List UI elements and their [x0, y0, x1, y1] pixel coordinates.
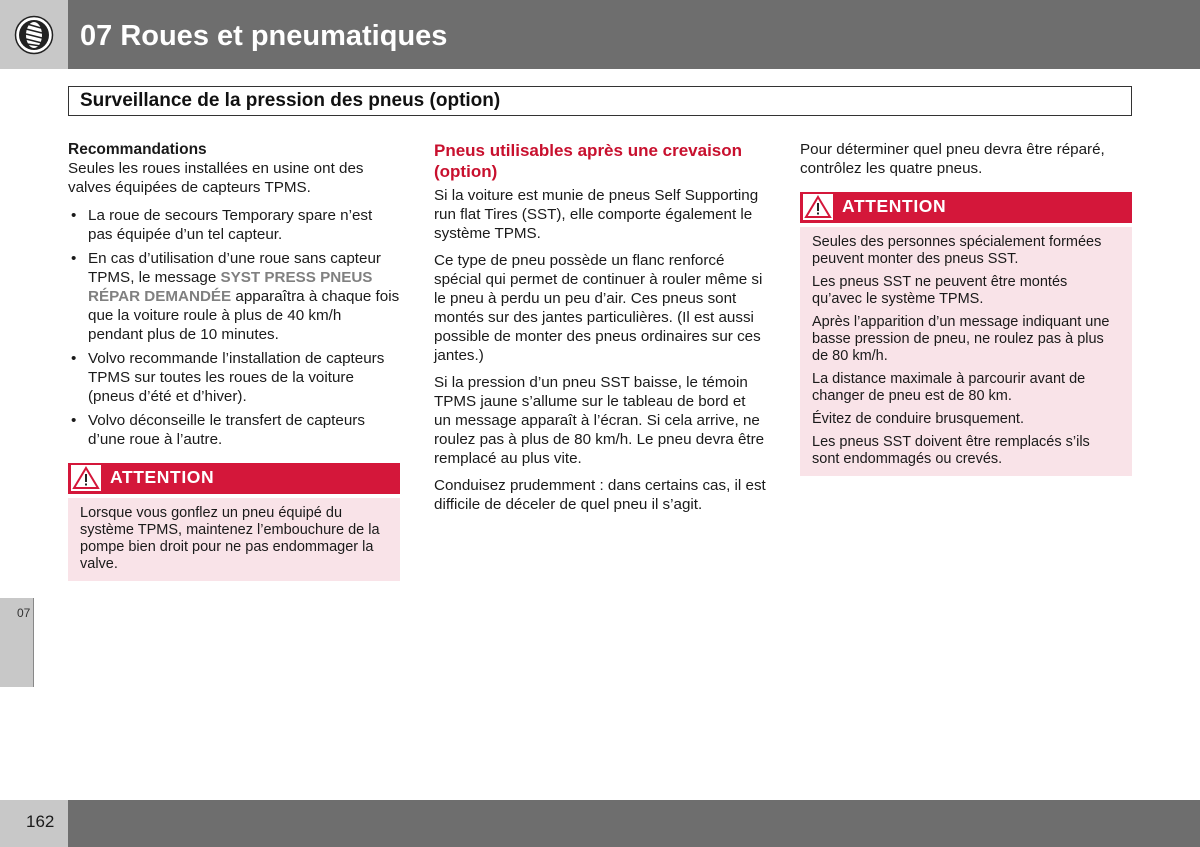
list-item: • Volvo déconseille le transfert de capteurs d’une roue à l’autre. — [68, 411, 400, 449]
attention-label: ATTENTION — [110, 467, 215, 487]
attention-item: Les pneus SST doivent être remplacés s’ils sont endommagés ou crevés. — [812, 434, 1090, 467]
list-item-text: En cas d’utilisation d’une roue sans capteur TPMS, le message — [88, 250, 381, 286]
paragraph: Si la voiture est munie de pneus Self Supporting run flat Tires (SST), elle comporte également le système TPMS. — [434, 187, 759, 242]
paragraph: Ce type de pneu possède un flanc renforcé spécial qui permet de continuer à rouler même si le pneu à perdu un peu d’air. Ces pneus sont montés sur des jantes particulières. (Il est aussi possible de monter des pneus ordinaires sur ces jantes.) — [434, 252, 763, 364]
column-3 — [800, 140, 1132, 476]
attention-box — [68, 463, 400, 581]
paragraph: Conduisez prudemment : dans certains cas, il est difficile de déceler de quel pneu il s’agit. — [434, 477, 766, 513]
attention-item: Évitez de conduire brusquement. — [812, 411, 1024, 427]
recommendations-list — [68, 206, 400, 449]
warning-triangle-icon — [71, 465, 101, 491]
recommendations-heading: Recommandations — [68, 141, 207, 158]
list-item: • Volvo recommande l’installation de capteurs TPMS sur toutes les roues de la voiture (pneus d’été et d’hiver). — [68, 349, 400, 406]
display-message: SYST PRESS PNEUS RÉPAR DEMANDÉE — [88, 269, 373, 305]
list-item — [68, 249, 400, 344]
section-title: Surveillance de la pression des pneus (option) — [80, 90, 501, 111]
paragraph: Pour déterminer quel pneu devra être réparé, contrôlez les quatre pneus. — [800, 141, 1105, 177]
paragraph: Si la pression d’un pneu SST baisse, le témoin TPMS jaune s’allume sur le tableau de bord et un message apparaît à l’écran. Si cela arrive, ne roulez pas à plus de 80 km/h. Le pneu devra être remplacé au plus vite. — [434, 374, 765, 467]
footer-bar — [68, 800, 1200, 847]
warning-triangle-icon — [803, 194, 833, 220]
section-title-box — [68, 86, 1132, 116]
recommendations-intro: Seules les roues installées en usine ont des valves équipées de capteurs TPMS. — [68, 160, 364, 196]
run-flat-heading: Pneus utilisables après une crevaison (option) — [434, 141, 743, 181]
attention-body — [68, 494, 400, 581]
page-number: 162 — [26, 812, 55, 831]
tire-icon — [14, 15, 54, 55]
attention-body — [800, 223, 1132, 476]
attention-header — [68, 463, 400, 494]
attention-header — [800, 192, 1132, 223]
attention-item: Les pneus SST ne peuvent être montés qu’avec le système TPMS. — [812, 274, 1068, 307]
column-1 — [68, 140, 400, 581]
attention-text: Lorsque vous gonflez un pneu équipé du système TPMS, maintenez l’embouchure de la pompe bien droit pour ne pas endommager la valve. — [80, 505, 380, 572]
list-item-text: apparaîtra à chaque fois que la voiture roule à plus de 40 km/h pendant plus de 10 minutes. — [88, 288, 400, 343]
chapter-side-tab — [0, 598, 34, 687]
column-2 — [434, 140, 766, 522]
chapter-title: 07 Roues et pneumatiques — [80, 20, 448, 52]
side-tab-label: 07 — [17, 606, 31, 620]
attention-item: Après l’apparition d’un message indiquant une basse pression de pneu, ne roulez pas à plus de 80 km/h. — [812, 314, 1110, 364]
attention-box — [800, 192, 1132, 476]
attention-label: ATTENTION — [842, 196, 947, 216]
attention-item: Seules des personnes spécialement formées peuvent monter des pneus SST. — [812, 234, 1102, 267]
list-item: • La roue de secours Temporary spare n’est pas équipée d’un tel capteur. — [68, 206, 400, 244]
attention-item: La distance maximale à parcourir avant de changer de pneu est de 80 km. — [812, 371, 1086, 404]
